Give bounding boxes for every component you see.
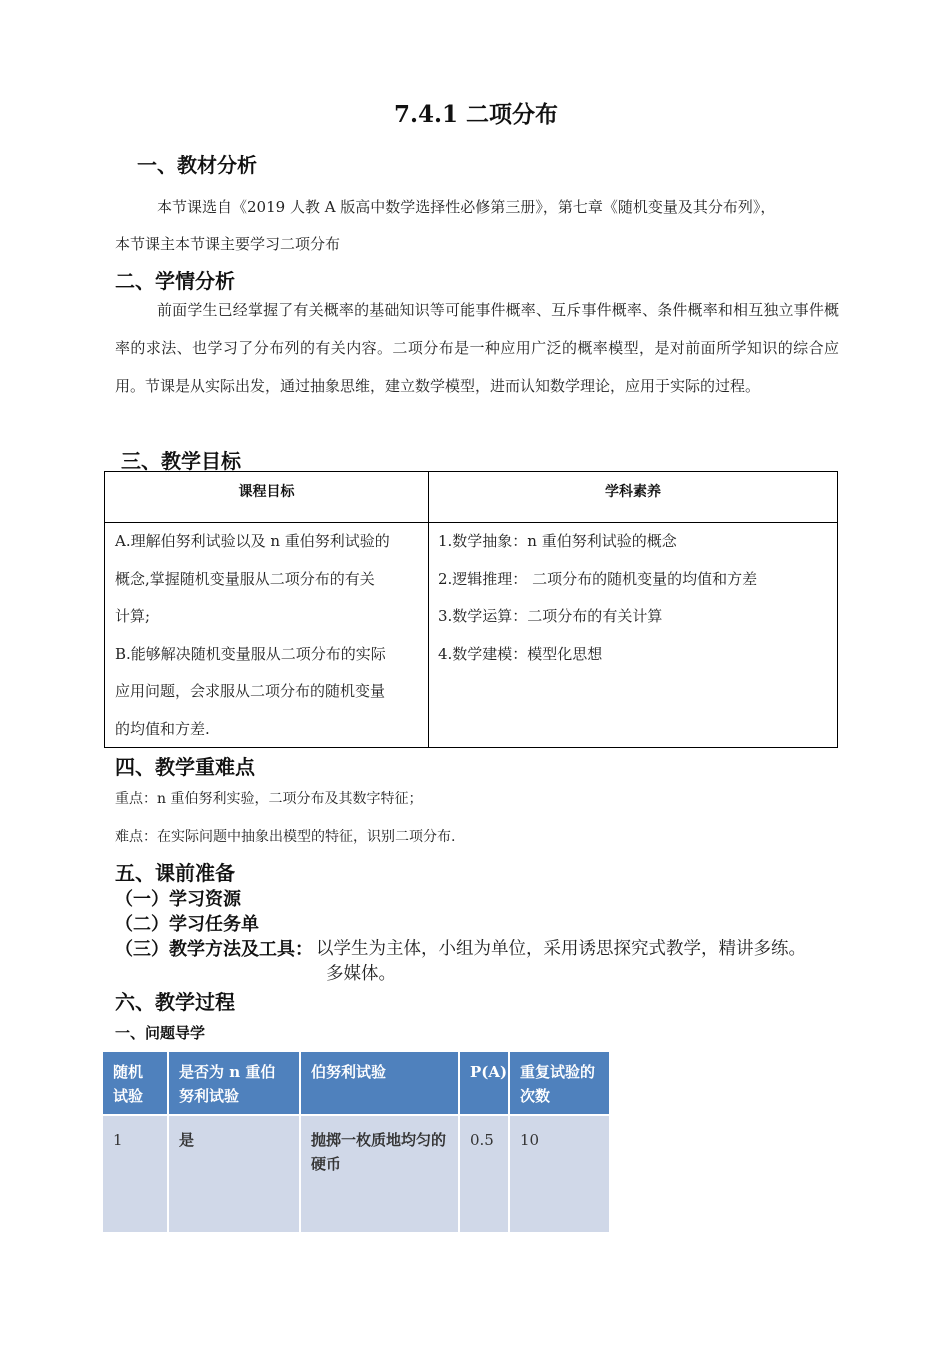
prep-item-task-sheet: （二）学习任务单 xyxy=(115,914,259,935)
section-heading-key-difficulties: 四、教学重难点 xyxy=(115,755,255,779)
literacy-line: 1.数学抽象：n 重伯努利试验的概念 xyxy=(438,532,677,550)
subsection-heading-problem-guide: 一、问题导学 xyxy=(115,1024,206,1042)
table-cell: 抛掷一枚质地均匀的硬币 xyxy=(301,1116,458,1232)
table-cell: 1 xyxy=(103,1116,167,1232)
course-goal-line: A.理解伯努利试验以及 n 重伯努利试验的 xyxy=(115,532,390,550)
trial-table xyxy=(103,1052,609,1232)
header-cell-bernoulli-trial: 伯努利试验 xyxy=(301,1052,458,1114)
prep-item-methods-continuation: 多媒体。 xyxy=(326,964,396,984)
student-analysis-paragraph: 前面学生已经掌握了有关概率的基础知识等可能事件概率、互斥事件概率、条件概率和相互独立事件概率的求法、也学习了分布列的有关内容。二项分布是一种应用广泛的概率模型，是对前面所学知识的综合应用。节课是从实际出发，通过抽象思维，建立数学模型，进而认知数学理论，应用于实际的过程。 xyxy=(115,301,839,395)
course-goal-line: 的均值和方差. xyxy=(115,719,210,738)
table-cell: 0.5 xyxy=(460,1116,508,1232)
header-cell-probability: P(A) xyxy=(460,1052,508,1114)
table-cell: 10 xyxy=(510,1116,609,1232)
textbook-analysis-line-1: 本节课选自《2019 人教 A 版高中数学选择性必修第三册》，第七章《随机变量及其分布列》， xyxy=(157,198,776,216)
table-cell-answer: 是 xyxy=(169,1116,299,1232)
prep-item-methods-label: （三）教学方法及工具： xyxy=(115,939,313,960)
header-cell-random-trial: 随机试验 xyxy=(103,1052,167,1114)
header-cell-repeat-count: 重复试验的次数 xyxy=(510,1052,609,1114)
page-title: 7.4.1 二项分布 xyxy=(393,101,559,128)
literacy-line: 2.逻辑推理： 二项分布的随机变量的均值和方差 xyxy=(438,569,758,588)
section-heading-teaching-process: 六、教学过程 xyxy=(115,990,235,1014)
section-heading-textbook-analysis: 一、教材分析 xyxy=(137,153,257,177)
table-divider xyxy=(428,472,429,747)
teaching-goals-table xyxy=(104,471,838,748)
course-goal-line: 概念,掌握随机变量服从二项分布的有关 xyxy=(115,569,375,588)
header-cell-is-bernoulli: 是否为 n 重伯努利试验 xyxy=(169,1052,299,1114)
column-header-subject-literacy: 学科素养 xyxy=(605,484,661,500)
course-goal-line: 计算; xyxy=(115,607,151,625)
course-goal-line: 应用问题，会求服从二项分布的随机变量 xyxy=(115,682,386,700)
prep-item-resources: （一）学习资源 xyxy=(115,889,241,910)
key-point-text: 重点：n 重伯努利实验，二项分布及其数字特征； xyxy=(115,791,423,807)
section-heading-student-analysis: 二、学情分析 xyxy=(115,269,235,293)
course-goal-line: B.能够解决随机变量服从二项分布的实际 xyxy=(115,644,386,663)
textbook-analysis-line-2: 本节课主本节课主要学习二项分布 xyxy=(115,235,341,253)
difficulty-text: 难点：在实际问题中抽象出模型的特征，识别二项分布. xyxy=(115,829,456,845)
subject-literacy-cell xyxy=(438,523,757,673)
literacy-line: 4.数学建模：模型化思想 xyxy=(438,644,603,663)
section-heading-preparation: 五、课前准备 xyxy=(115,861,235,885)
column-header-course-goals: 课程目标 xyxy=(238,484,295,500)
course-goals-cell xyxy=(115,523,390,748)
section-heading-teaching-goals: 三、教学目标 xyxy=(121,449,241,473)
prep-item-methods-text: 以学生为主体，小组为单位，采用诱思探究式教学，精讲多练。 xyxy=(316,939,806,959)
literacy-line: 3.数学运算：二项分布的有关计算 xyxy=(438,607,663,625)
